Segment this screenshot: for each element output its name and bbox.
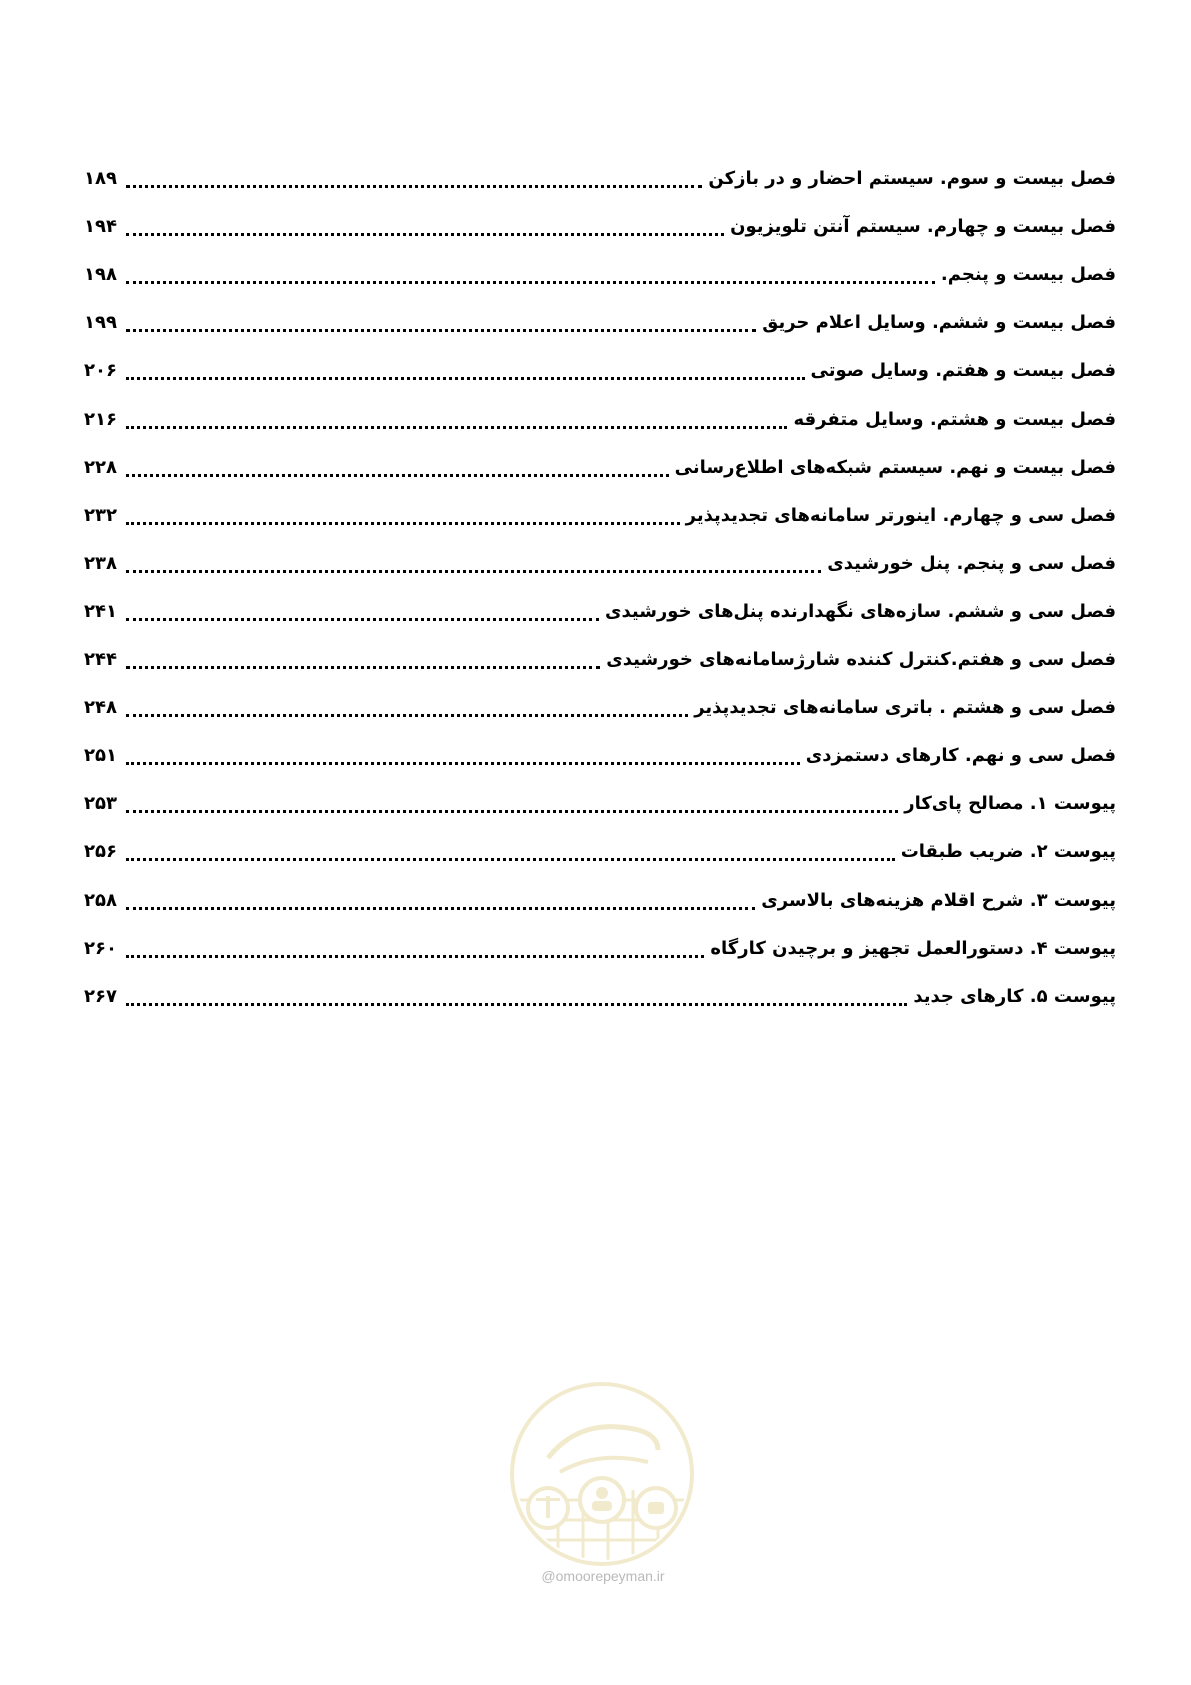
toc-entry-page: ۲۶۰	[84, 937, 117, 959]
watermark-logo	[508, 1380, 696, 1568]
toc-dot-leader	[126, 762, 800, 765]
toc-entry-title: فصل بیست و چهارم. سیستم آنتن تلویزیون	[730, 216, 1116, 238]
table-of-contents	[84, 156, 1116, 1022]
toc-entry-title: فصل بیست و سوم. سیستم احضار و در بازکن	[708, 168, 1116, 190]
toc-entry-title: پیوست ۵. کارهای جدید	[913, 985, 1116, 1007]
toc-entry-page: ۱۹۹	[84, 312, 117, 334]
toc-entry-title: فصل سی و نهم. کارهای دستمزدی	[805, 745, 1116, 767]
toc-entry-title: فصل بیست و هفتم. وسایل صوتی	[810, 360, 1116, 382]
toc-entry-title: فصل بیست و هشتم. وسایل متفرقه	[793, 408, 1116, 430]
toc-entry-title: فصل سی و هشتم . باتری سامانه‌های تجدیدپذیر	[694, 697, 1116, 719]
toc-entry[interactable]	[84, 589, 1116, 637]
toc-dot-leader	[126, 1003, 907, 1006]
toc-entry[interactable]	[84, 733, 1116, 781]
toc-entry[interactable]	[84, 541, 1116, 589]
toc-entry-page: ۲۴۴	[84, 649, 117, 671]
toc-entry-title: فصل بیست و نهم. سیستم شبکه‌های اطلاع‌رسانی	[674, 456, 1116, 478]
toc-entry-title: فصل سی و هفتم.کنترل کننده شارژسامانه‌های خورشیدی	[606, 649, 1116, 671]
toc-dot-leader	[126, 377, 805, 380]
toc-dot-leader	[126, 185, 702, 188]
toc-entry-title: فصل سی و پنجم. پنل خورشیدی	[827, 552, 1116, 574]
toc-entry-page: ۲۰۶	[84, 360, 117, 382]
toc-entry-page: ۲۶۷	[84, 985, 117, 1007]
toc-entry-page: ۱۸۹	[84, 168, 117, 190]
toc-entry-page: ۲۲۸	[84, 456, 117, 478]
toc-entry-page: ۲۳۲	[84, 504, 117, 526]
toc-dot-leader	[126, 570, 821, 573]
toc-entry-title: فصل سی و ششم. سازه‌های نگهدارنده پنل‌های خورشیدی	[604, 600, 1116, 622]
toc-entry-page: ۲۱۶	[84, 408, 117, 430]
toc-entry-title: پیوست ۳. شرح اقلام هزینه‌های بالاسری	[761, 889, 1116, 911]
toc-entry[interactable]	[84, 877, 1116, 925]
toc-entry-title: پیوست ۴. دستورالعمل تجهیز و برچیدن کارگاه	[710, 937, 1116, 959]
toc-entry[interactable]	[84, 396, 1116, 444]
toc-dot-leader	[126, 281, 935, 284]
watermark-url: @omoorepeyman.ir	[541, 1568, 665, 1584]
toc-dot-leader	[126, 714, 688, 717]
toc-entry-page: ۱۹۸	[84, 264, 117, 286]
toc-entry[interactable]	[84, 637, 1116, 685]
toc-entry[interactable]	[84, 829, 1116, 877]
toc-entry-title: فصل بیست و ششم. وسایل اعلام حریق	[762, 312, 1116, 334]
toc-entry[interactable]	[84, 445, 1116, 493]
toc-entry-title: فصل بیست و پنجم.	[940, 264, 1116, 286]
toc-dot-leader	[126, 618, 599, 621]
toc-entry[interactable]	[84, 926, 1116, 974]
toc-entry[interactable]	[84, 781, 1116, 829]
toc-entry[interactable]	[84, 493, 1116, 541]
toc-entry-title: فصل سی و چهارم. اینورتر سامانه‌های تجدیدپذیر	[685, 504, 1116, 526]
toc-dot-leader	[126, 233, 724, 236]
toc-entry-page: ۲۵۳	[84, 793, 117, 815]
toc-entry-page: ۲۵۱	[84, 745, 117, 767]
toc-entry[interactable]	[84, 252, 1116, 300]
toc-dot-leader	[126, 426, 787, 429]
toc-dot-leader	[126, 522, 680, 525]
toc-entry-title: پیوست ۲. ضریب طبقات	[900, 841, 1116, 863]
toc-entry[interactable]	[84, 156, 1116, 204]
toc-entry[interactable]	[84, 204, 1116, 252]
toc-dot-leader	[126, 858, 895, 861]
toc-entry-page: ۲۵۸	[84, 889, 117, 911]
toc-entry[interactable]	[84, 348, 1116, 396]
toc-entry-page: ۲۳۸	[84, 552, 117, 574]
toc-entry-page: ۲۴۱	[84, 600, 117, 622]
toc-dot-leader	[126, 955, 704, 958]
toc-dot-leader	[126, 474, 669, 477]
toc-entry[interactable]	[84, 974, 1116, 1022]
toc-entry[interactable]	[84, 685, 1116, 733]
toc-entry[interactable]	[84, 300, 1116, 348]
toc-dot-leader	[126, 907, 755, 910]
toc-dot-leader	[126, 329, 756, 332]
toc-entry-page: ۲۴۸	[84, 697, 117, 719]
toc-entry-page: ۱۹۴	[84, 216, 117, 238]
toc-entry-title: پیوست ۱. مصالح پای‌کار	[904, 793, 1116, 815]
toc-dot-leader	[126, 810, 898, 813]
toc-dot-leader	[126, 666, 600, 669]
toc-entry-page: ۲۵۶	[84, 841, 117, 863]
